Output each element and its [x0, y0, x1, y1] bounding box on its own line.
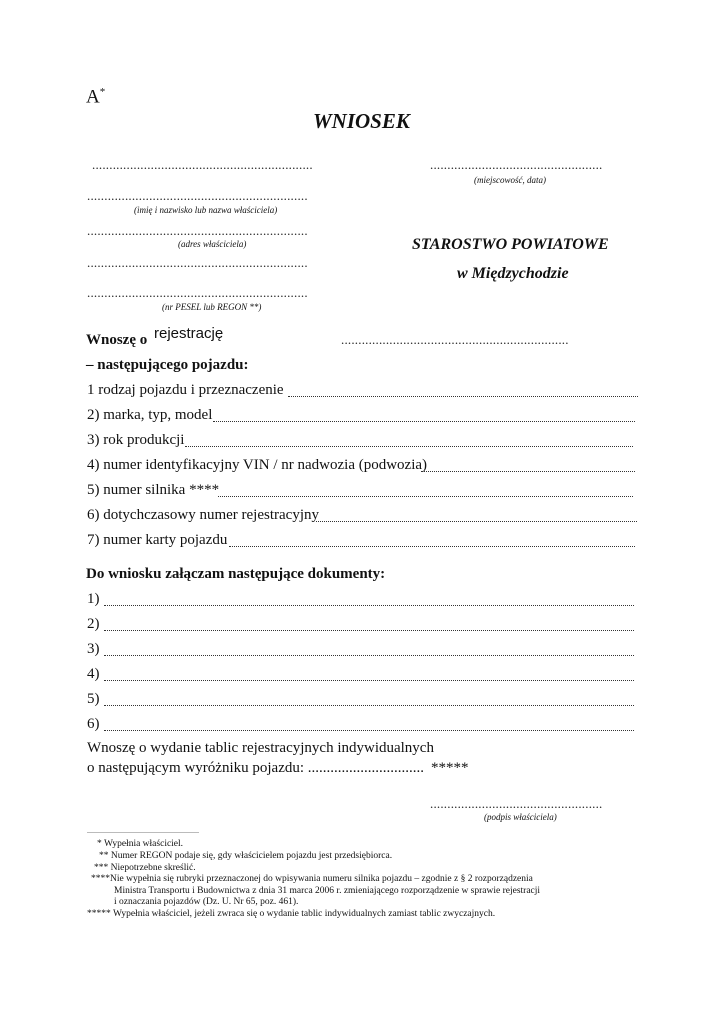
request-dots[interactable]: ..................................................................: [341, 332, 569, 347]
vehicle-subtitle: – następującego pojazdu:: [86, 357, 249, 373]
owner-name-line-1[interactable]: ................................................................: [92, 157, 313, 172]
plates-footnote-ref: *****: [431, 760, 469, 776]
form-marker-asterisk: *: [99, 86, 106, 98]
place-date-line[interactable]: ..................................................: [430, 157, 603, 172]
owner-address-line[interactable]: ................................................................: [87, 223, 308, 238]
document-title: WNIOSEK: [313, 109, 410, 133]
vehicle-item-fill[interactable]: [218, 496, 633, 497]
document-item-fill[interactable]: [104, 705, 634, 706]
footnote-item: ** Numer REGON podaje się, gdy właścicielem pojazdu jest przedsiębiorca.: [99, 851, 393, 861]
vehicle-item-fill[interactable]: [316, 521, 637, 522]
owner-name-caption: (imię i nazwisko lub nazwa właściciela): [134, 205, 278, 215]
document-item-number: 2): [87, 616, 100, 632]
vehicle-item-fill[interactable]: [421, 471, 635, 472]
signature-caption: (podpis właściciela): [484, 812, 557, 822]
vehicle-item: 4) numer identyfikacyjny VIN / nr nadwozia (podwozia): [87, 457, 428, 473]
owner-address-caption: (adres właściciela): [178, 239, 247, 249]
vehicle-item: 6) dotychczasowy numer rejestracyjny: [87, 507, 319, 523]
vehicle-item: 1 rodzaj pojazdu i przeznaczenie: [87, 382, 284, 398]
office-name: STAROSTWO POWIATOWE: [412, 236, 609, 253]
footnote-item: * Wypełnia właściciel.: [97, 839, 184, 849]
vehicle-item: 7) numer karty pojazdu: [87, 532, 228, 548]
document-item-number: 6): [87, 716, 100, 732]
footnote-item: Ministra Transportu i Budownictwa z dnia 31 marca 2006 r. zmieniającego rozporządzenie w sprawie rejestracji: [114, 886, 541, 896]
request-prefix: Wnoszę o: [86, 332, 148, 348]
document-item-fill[interactable]: [104, 655, 634, 656]
vehicle-item-fill[interactable]: [229, 546, 635, 547]
vehicle-item: 5) numer silnika ****: [87, 482, 220, 498]
documents-title: Do wniosku załączam następujące dokumenty:: [86, 566, 386, 582]
vehicle-item-fill[interactable]: [213, 421, 635, 422]
plates-request-line-2[interactable]: o następującym wyróżniku pojazdu: ...............................: [87, 760, 425, 776]
request-type-field[interactable]: rejestrację: [154, 325, 224, 342]
footnote-item: i oznaczania pojazdów (Dz. U. Nr 65, poz. 461).: [114, 897, 299, 907]
vehicle-item-fill[interactable]: [185, 446, 633, 447]
document-item-fill[interactable]: [104, 730, 634, 731]
form-marker: [86, 86, 105, 108]
document-item-number: 5): [87, 691, 100, 707]
footnote-item: ****Nie wypełnia się rubryki przeznaczonej do wpisywania numeru silnika pojazdu – zgodnie z § 2 rozporządzenia: [91, 874, 533, 884]
vehicle-item-fill[interactable]: [288, 396, 638, 397]
office-location: w Międzychodzie: [457, 265, 569, 282]
plates-request-line-1: Wnoszę o wydanie tablic rejestracyjnych indywidualnych: [87, 740, 434, 756]
owner-extra-line[interactable]: ................................................................: [87, 255, 308, 270]
document-item-fill[interactable]: [104, 630, 634, 631]
place-date-caption: (miejscowość, data): [474, 175, 546, 185]
document-item-number: 1): [87, 591, 100, 607]
vehicle-item: 3) rok produkcji: [87, 432, 185, 448]
document-item-fill[interactable]: [104, 680, 634, 681]
footnote-item: ***** Wypełnia właściciel, jeżeli zwraca się o wydanie tablic indywidualnych zamiast tablic zwyczajnych.: [87, 909, 496, 919]
footnote-divider: [87, 832, 199, 833]
document-item-number: 3): [87, 641, 100, 657]
signature-line[interactable]: ..................................................: [430, 796, 603, 811]
document-item-number: 4): [87, 666, 100, 682]
form-marker-letter: A: [86, 86, 100, 108]
owner-pesel-caption: (nr PESEL lub REGON **): [162, 302, 262, 312]
footnote-item: *** Niepotrzebne skreślić.: [94, 863, 196, 873]
owner-name-line-2[interactable]: ................................................................: [87, 188, 308, 203]
owner-pesel-line[interactable]: ................................................................: [87, 285, 308, 300]
vehicle-item: 2) marka, typ, model: [87, 407, 213, 423]
document-item-fill[interactable]: [104, 605, 634, 606]
